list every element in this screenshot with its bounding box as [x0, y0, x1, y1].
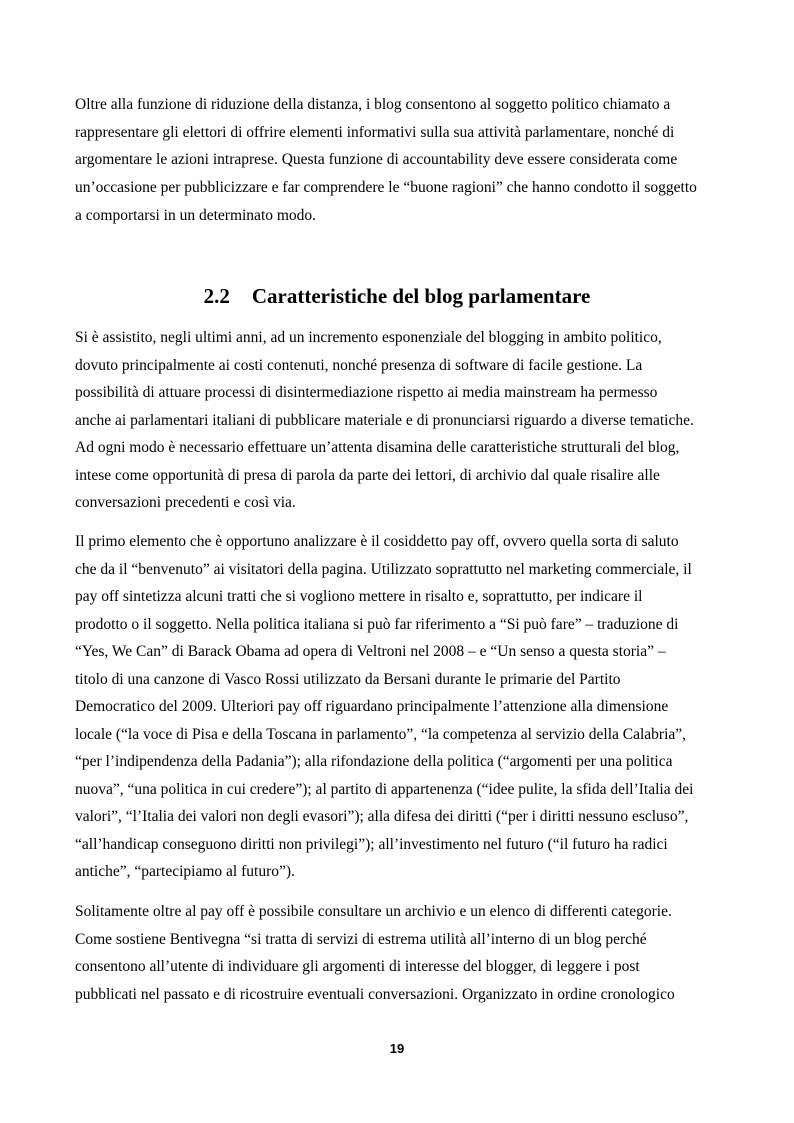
- text-line: nuova”, “una politica in cui credere”); al partito di appartenenza (“idee pulite, la sfida dell’Italia dei: [75, 781, 694, 798]
- text-line: Ad ogni modo è necessario effettuare un’attenta disamina delle caratteristiche strutturali del blog,: [75, 439, 680, 456]
- section-heading: [0, 283, 794, 309]
- text-line: possibilità di attuare processi di disintermediazione rispetto ai media mainstream ha permesso: [75, 384, 658, 401]
- text-line: un’occasione per pubblicizzare e far comprendere le “buone ragioni” che hanno condotto il soggetto: [75, 179, 697, 196]
- text-line: Democratico del 2009. Ulteriori pay off riguardano principalmente l’attenzione alla dimensione: [75, 698, 669, 715]
- text-line: Il primo elemento che è opportuno analizzare è il cosiddetto pay off, ovvero quella sorta di saluto: [75, 533, 679, 550]
- text-line: locale (“la voce di Pisa e della Toscana in parlamento”, “la competenza al servizio della Calabria”,: [75, 726, 687, 743]
- section-number: 2.2: [203, 284, 230, 308]
- text-line: “Yes, We Can” di Barack Obama ad opera di Veltroni nel 2008 – e “Un senso a questa storia” –: [75, 643, 666, 660]
- text-line: “all’handicap conseguono diritti non privilegi”); all’investimento nel futuro (“il futuro ha radici: [75, 836, 668, 853]
- text-line: “per l’indipendenza della Padania”); alla rifondazione della politica (“argomenti per una politica: [75, 753, 673, 770]
- text-line: valori”, “l’Italia dei valori non degli evasori”); alla difesa dei diritti (“per i diritti nessuno escluso”,: [75, 808, 689, 825]
- text-line: argomentare le azioni intraprese. Questa funzione di accountability deve essere considerata come: [75, 151, 678, 168]
- text-line: conversazioni precedenti e così via.: [75, 494, 296, 511]
- text-line: intese come opportunità di presa di parola da parte dei lettori, di archivio dal quale risalire alle: [75, 467, 660, 484]
- text-line: che da il “benvenuto” ai visitatori della pagina. Utilizzato soprattutto nel marketing commerciale, il: [75, 561, 692, 578]
- text-line: dovuto principalmente ai costi contenuti, nonché presenza di software di facile gestione. La: [75, 357, 643, 374]
- text-line: Oltre alla funzione di riduzione della distanza, i blog consentono al soggetto politico chiamato a: [75, 96, 671, 113]
- text-line: Si è assistito, negli ultimi anni, ad un incremento esponenziale del blogging in ambito politico,: [75, 329, 662, 346]
- text-line: anche ai parlamentari italiani di pubblicare materiale e di pronunciarsi riguardo a diverse tematiche.: [75, 412, 694, 429]
- text-line: a comportarsi in un determinato modo.: [75, 207, 317, 224]
- text-line: antiche”, “partecipiamo al futuro”).: [75, 863, 295, 880]
- text-line: pay off sintetizza alcuni tratti che si vogliono mettere in risalto e, soprattutto, per indicare il: [75, 588, 643, 605]
- text-line: rappresentare gli elettori di offrire elementi informativi sulla sua attività parlamentare, nonché di: [75, 124, 675, 141]
- text-line: consentono all’utente di individuare gli argomenti di interesse del blogger, di leggere i post: [75, 958, 640, 975]
- text-line: Solitamente oltre al pay off è possibile consultare un archivio e un elenco di differenti categorie.: [75, 903, 672, 920]
- text-line: pubblicati nel passato e di ricostruire eventuali conversazioni. Organizzato in ordine cronologico: [75, 986, 675, 1003]
- text-line: titolo di una canzone di Vasco Rossi utilizzato da Bersani durante le primarie del Partito: [75, 671, 621, 688]
- page-number: 19: [389, 1041, 405, 1056]
- text-line: Come sostiene Bentivegna “si tratta di servizi di estrema utilità all’interno di un blog perché: [75, 931, 647, 948]
- section-title: Caratteristiche del blog parlamentare: [251, 284, 591, 308]
- text-line: prodotto o il soggetto. Nella politica italiana si può far riferimento a “Si può fare” – traduzione di: [75, 616, 679, 633]
